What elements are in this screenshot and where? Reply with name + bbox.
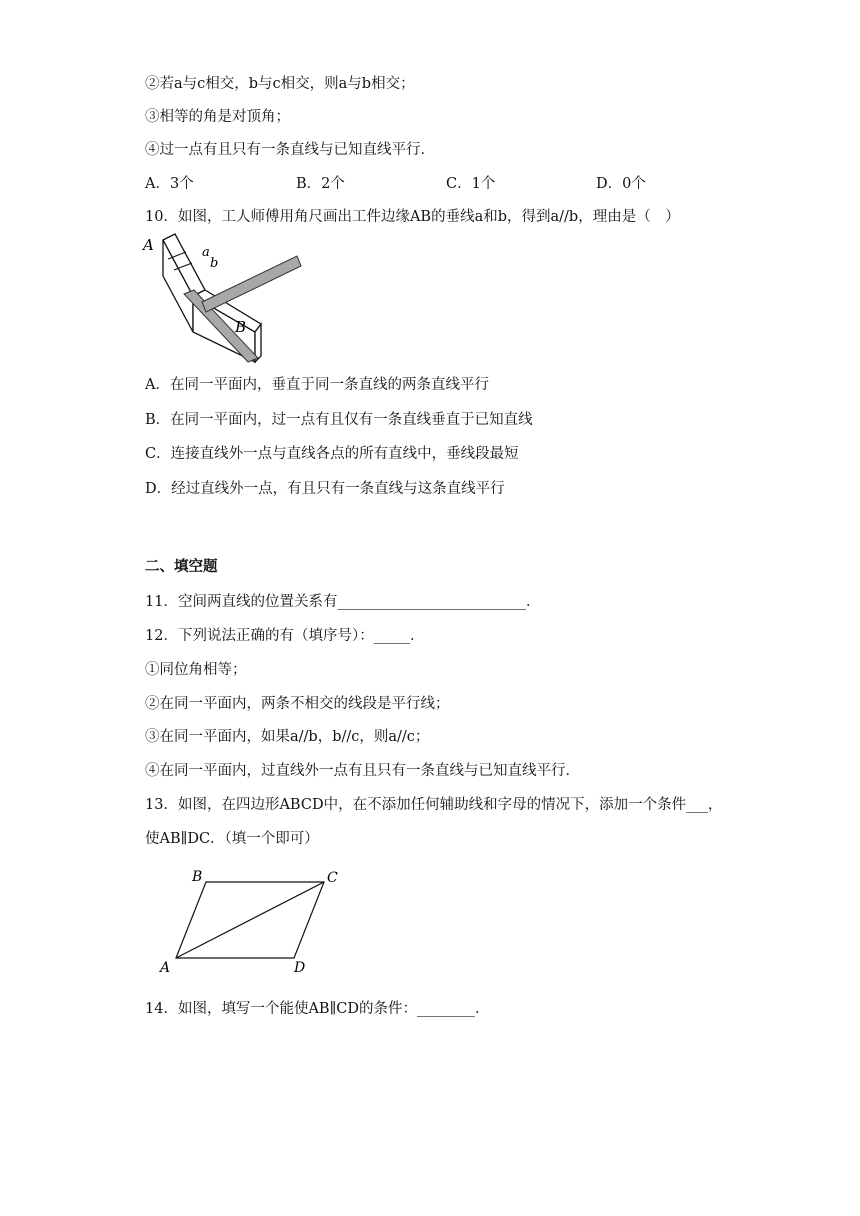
q9-option-a: A．3个 [145,176,194,192]
q13-stem-line-2: 使AB∥DC．（填一个即可） [145,831,319,847]
diagonal-ac [176,882,324,958]
q9-option-b: B．2个 [296,176,345,192]
q9-statement-3: ③相等的角是对顶角； [145,109,290,125]
q9-option-d: D．0个 [596,176,646,192]
q10-figure-workpiece-square [140,232,310,372]
label-B: B [192,869,203,885]
q12-stem: 12．下列说法正确的有（填序号）：_____． [145,628,425,644]
label-B: B [235,318,247,336]
q14-stem: 14．如图，填写一个能使AB∥CD的条件：________． [145,1001,490,1017]
q12-item-4: ④在同一平面内，过直线外一点有且只有一条直线与已知直线平行． [145,763,580,779]
label-A: A [160,960,171,976]
q10-option-a: A．在同一平面内，垂直于同一条直线的两条直线平行 [145,377,489,393]
q10-option-d: D．经过直线外一点，有且只有一条直线与这条直线平行 [145,481,505,497]
label-a: a [202,245,210,260]
q10-stem: 10．如图，工人师傅用角尺画出工件边缘AB的垂线a和b，得到a//b，理由是（ ） [145,209,680,225]
label-D: D [294,960,306,976]
q9-option-c: C．1个 [446,176,496,192]
q13-stem-line-1: 13．如图，在四边形ABCD中，在不添加任何辅助线和字母的情况下，添加一个条件___， [145,797,723,813]
q9-statement-2: ②若a与c相交，b与c相交，则a与b相交； [145,76,415,92]
q12-item-3: ③在同一平面内，如果a//b，b//c，则a//c； [145,729,430,745]
q9-statement-4: ④过一点有且只有一条直线与已知直线平行． [145,142,435,158]
q12-item-1: ①同位角相等； [145,662,247,678]
section-title-fill-in: 二、填空题 [145,558,218,575]
q12-item-2: ②在同一平面内，两条不相交的线段是平行线； [145,696,450,712]
q13-figure-quadrilateral-abcd [150,862,350,977]
q11-stem: 11．空间两直线的位置关系有__________________________． [145,594,541,610]
label-b: b [210,256,219,271]
label-C: C [327,870,338,886]
label-A: A [143,236,154,254]
q10-option-c: C．连接直线外一点与直线各点的所有直线中，垂线段最短 [145,446,519,462]
q10-option-b: B．在同一平面内，过一点有且仅有一条直线垂直于已知直线 [145,412,533,428]
